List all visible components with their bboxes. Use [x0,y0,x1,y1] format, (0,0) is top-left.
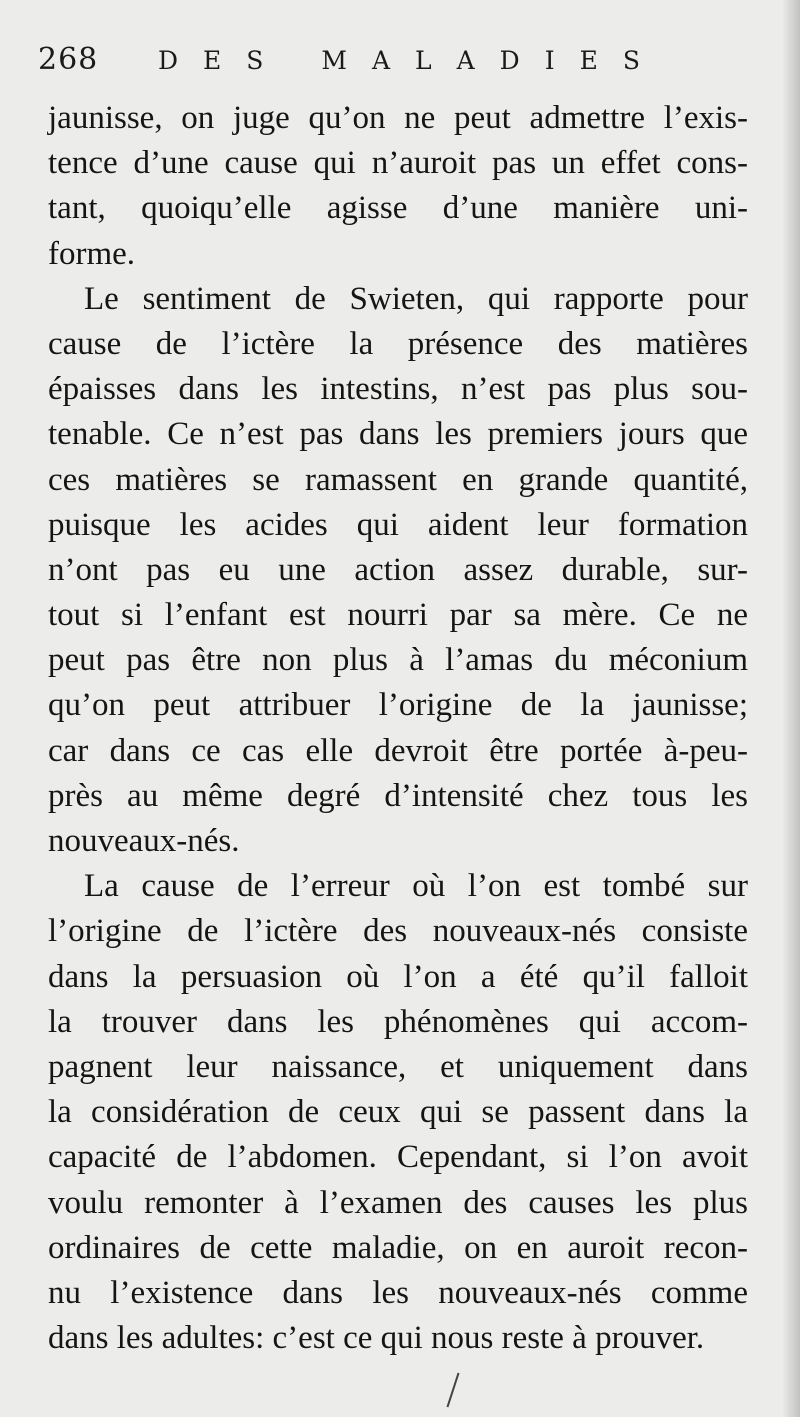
text-line: nu l’existence dans les nouveaux-nés comme [48,1274,748,1311]
text-line: Le sentiment de Swieten, qui rapporte pour [84,280,748,317]
text-line: peut pas être non plus à l’amas du méconium [48,642,748,679]
body-text [48,96,748,1361]
text-line: jaunisse, on juge qu’on ne peut admettre l’exis- [48,100,748,136]
text-line: dans les adultes: c’est ce qui nous reste à prouver. [48,1320,705,1357]
text-line: cause de l’ictère la présence des matières [48,325,748,362]
text-line: tence d’une cause qui n’auroit pas un effet cons- [48,145,748,182]
text-line: dans la persuasion où l’on a été qu’il falloit [48,958,748,995]
text-line: nouveaux-nés. [48,823,240,859]
text-line: épaisses dans les intestins, n’est pas plus sou- [48,371,748,408]
text-line: la considération de ceux qui se passent dans la [48,1094,748,1131]
paragraph [48,277,748,864]
text-line: tenable. Ce n’est pas dans les premiers jours que [48,416,748,453]
text-line: qu’on peut attribuer l’origine de la jaunisse; [48,687,748,724]
text-line: tant, quoiqu’elle agisse d’une manière uni- [48,190,748,227]
text-line: forme. [48,235,136,272]
paragraph [48,864,748,1361]
text-line: car dans ce cas elle devroit être portée à-peu- [48,732,748,769]
text-line: capacité de l’abdomen. Cependant, si l’on avoit [48,1139,748,1176]
text-line: ces matières se ramassent en grande quantité, [48,461,748,498]
text-line: pagnent leur naissance, et uniquement dans [48,1048,748,1085]
paragraph [48,96,748,277]
text-line: tout si l’enfant est nourri par sa mère. Ce ne [48,597,748,634]
text-line: l’origine de l’ictère des nouveaux-nés consiste [48,913,748,950]
page-header [38,38,758,88]
text-line: n’ont pas eu une action assez durable, sur- [48,551,748,588]
text-line: La cause de l’erreur où l’on est tombé sur [84,868,748,905]
text-line: voulu remonter à l’examen des causes les plus [48,1184,748,1221]
stray-ink-mark [446,1373,459,1408]
page-number: 268 [38,42,99,77]
text-line: près au même degré d’intensité chez tous les [48,777,748,814]
text-line: puisque les acides qui aident leur formation [48,506,748,543]
running-head: DES MALADIES [158,46,665,75]
page-edge-shadow [782,0,800,1417]
text-line: la trouver dans les phénomènes qui accom- [48,1003,748,1040]
text-line: ordinaires de cette maladie, on en auroit recon- [48,1229,748,1266]
